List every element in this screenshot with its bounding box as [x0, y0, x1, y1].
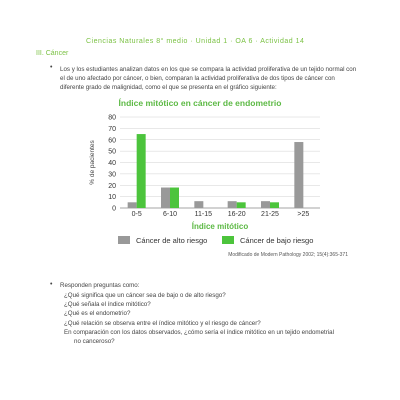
x-tick-label: 16-20	[227, 211, 246, 218]
chart-grid	[120, 117, 320, 208]
x-tick-label: >25	[297, 211, 310, 218]
x-tick-label: 21-25	[261, 211, 279, 218]
y-tick-label: 60	[108, 137, 116, 145]
intro-paragraph: Los y los estudiantes analizan datos en los que se compara la actividad proliferativa de un tejido normal con el de uno afectado por cáncer, o bien, comparan la actividad proliferativa de dos tipos de cáncer con diferente grado de malignidad, como el que se presenta en el gráfico siguiente:	[60, 66, 357, 91]
bullet-dot: •	[50, 281, 53, 288]
question-item: ¿Qué significa que un cáncer sea de bajo o de alto riesgo?	[64, 292, 226, 299]
chart-source: Modificado de Modern Pathology 2002; 15(4):365-371	[228, 252, 348, 258]
y-tick-label: 40	[108, 160, 116, 167]
x-tick-label: 6-10	[162, 211, 178, 218]
chart-legend	[118, 236, 313, 245]
y-axis-label: % de pacientes	[89, 140, 96, 185]
legend-swatch	[222, 236, 234, 244]
question-item: ¿Qué es el endometrio?	[64, 310, 131, 318]
bar	[128, 202, 137, 208]
y-tick-label: 0	[112, 205, 116, 213]
question-list	[64, 291, 364, 346]
bar	[137, 134, 146, 208]
question-item: no canceroso?	[74, 338, 115, 346]
x-tick-label: 0-5	[131, 211, 142, 218]
bar	[161, 188, 170, 208]
bar	[294, 142, 303, 208]
question-item: ¿Qué relación se observa entre el índice mitótico y el riesgo de cáncer?	[64, 319, 261, 327]
legend-label: Cáncer de bajo riesgo	[240, 236, 314, 245]
bar	[237, 202, 246, 208]
page-header: Ciencias Naturales 8° medio · Unidad 1 · OA 6 · Actividad 14	[86, 38, 305, 45]
y-tick-label: 20	[108, 182, 116, 190]
bar	[194, 201, 203, 208]
chart-title: Índice mitótico en cáncer de endometrio	[118, 98, 282, 108]
y-tick-label: 80	[108, 114, 116, 122]
y-tick-labels	[108, 115, 116, 213]
question-item: En comparación con los datos observados, ¿cómo sería el índice mitótico en un tejido endometrial	[64, 328, 334, 336]
bar	[170, 188, 179, 208]
bullet-dot: •	[50, 64, 53, 71]
legend-label: Cáncer de alto riesgo	[136, 236, 208, 245]
y-tick-label: 30	[108, 171, 116, 179]
bar	[261, 201, 270, 208]
bar	[228, 201, 237, 208]
x-tick-labels	[132, 211, 310, 218]
question-item: ¿Qué señala el índice mitótico?	[64, 301, 151, 309]
section-title: III. Cáncer	[36, 50, 69, 57]
bar	[270, 202, 279, 208]
legend-swatch	[118, 236, 130, 244]
y-tick-label: 70	[108, 125, 116, 133]
y-tick-label: 50	[108, 148, 116, 156]
answer-intro: Responden preguntas como:	[60, 282, 140, 289]
x-tick-label: 11-15	[194, 211, 213, 218]
y-tick-label: 10	[108, 194, 116, 202]
chart-bars	[128, 134, 304, 208]
x-axis-label: Índice mitótico	[191, 222, 249, 231]
